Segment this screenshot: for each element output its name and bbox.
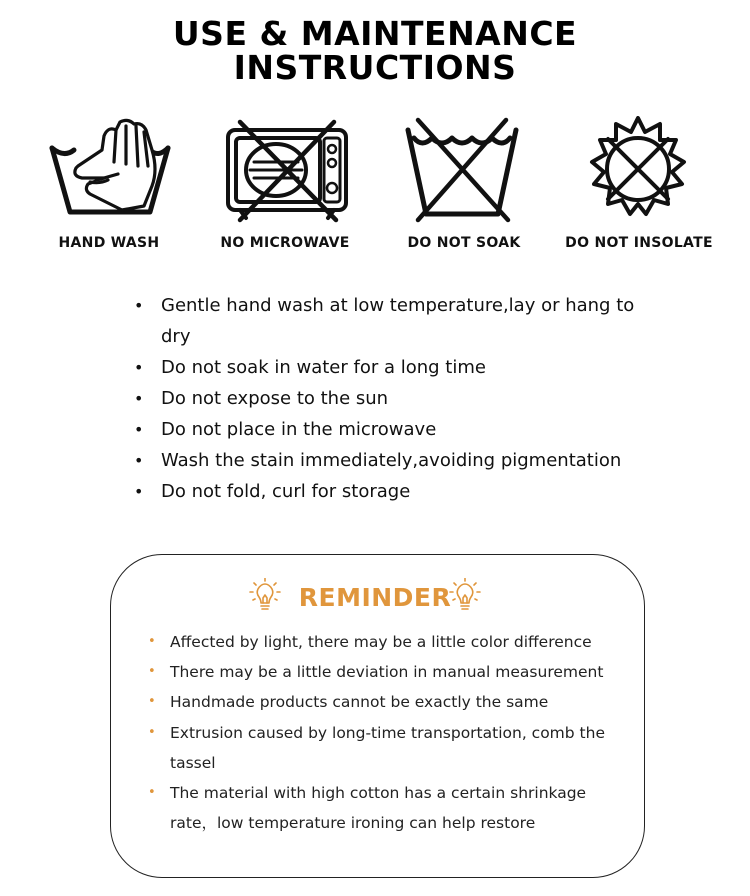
bullet: •	[134, 482, 144, 501]
reminder-item: • The material with high cotton has a certain shrinkage rate，low temperature ironing can help restore	[148, 778, 628, 838]
instruction-item: • Do not soak in water for a long time	[130, 352, 650, 383]
page-title-line2: INSTRUCTIONS	[233, 48, 517, 87]
care-label-do-not-soak: DO NOT SOAK	[407, 235, 521, 251]
bullet: •	[148, 664, 156, 680]
care-label-no-microwave: NO MICROWAVE	[220, 235, 350, 251]
reminder-title: REMINDER	[298, 583, 452, 612]
instruction-item: • Wash the stain immediately,avoiding pigmentation	[130, 445, 650, 476]
do-not-soak-icon	[400, 116, 530, 224]
bullet: •	[148, 785, 156, 801]
reminder-item: • Affected by light, there may be a little color difference	[148, 627, 628, 657]
bullet: •	[148, 724, 156, 740]
reminder-item: • Handmade products cannot be exactly the same	[148, 687, 628, 717]
instruction-item: • Gentle hand wash at low temperature,lay or hang to dry	[130, 290, 650, 352]
instruction-item: • Do not expose to the sun	[130, 383, 650, 414]
light-bulb-icon	[448, 578, 482, 614]
bullet: •	[148, 634, 156, 649]
no-microwave-icon	[222, 116, 352, 224]
reminder-item: • Extrusion caused by long-time transportation, comb the tassel	[148, 718, 628, 778]
do-not-insolate-icon	[574, 116, 704, 224]
bullet: •	[148, 694, 156, 710]
page-title-line1: USE & MAINTENANCE	[172, 14, 578, 53]
reminder-item: • There may be a little deviation in manual measurement	[148, 657, 628, 687]
bullet: •	[134, 358, 144, 377]
bullet: •	[134, 296, 144, 315]
instruction-item: • Do not place in the microwave	[130, 414, 650, 445]
hand-wash-icon	[44, 116, 174, 224]
care-label-do-not-insolate: DO NOT INSOLATE	[565, 235, 713, 251]
reminder-list	[148, 627, 628, 838]
instructions-list	[130, 290, 650, 507]
bullet: •	[134, 451, 144, 470]
care-label-hand-wash: HAND WASH	[58, 235, 160, 251]
bullet: •	[134, 389, 144, 408]
bullet: •	[134, 420, 144, 439]
instruction-item: • Do not fold, curl for storage	[130, 476, 650, 507]
